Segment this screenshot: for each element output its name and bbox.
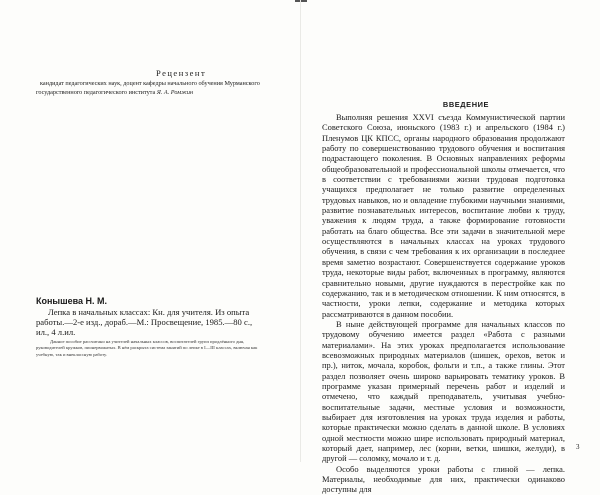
bibliographic-record: Лепка в начальных классах: Кн. для учителя. Из опыта работы.—2-е изд., дораб.—М.: Просвещение, 1985.—80 с., ил., 4 л.ил. bbox=[36, 307, 253, 337]
reviewer-heading: Рецензент bbox=[156, 68, 207, 78]
reviewer-description bbox=[36, 80, 264, 97]
reviewer-position: кандидат педагогических наук, доцент кафедры начального обучения Мурманского государственного педагогического института bbox=[36, 80, 260, 96]
reviewer-name: Я. А. Ромжин bbox=[156, 88, 194, 96]
page-spine bbox=[300, 0, 301, 462]
page-number: 3 bbox=[576, 443, 580, 451]
paragraph: Особо выделяются уроки работы с глиной — лепка. Материалы, необходимые для них, практически одинаково доступны для bbox=[322, 463, 565, 495]
paragraph: Выполняя решения XXVI съезда Коммунистической партии Советского Союза, июньского (1983 г.) и апрельского (1984 г.) Пленумов ЦК КПСС, органы народного образования продолжают работу по совершенствованию трудового обучения и воспитания подрастающего поколения. В Основных направлениях реформы общеобразовательной и профессиональной школы отмечается, что в соответствии с требованиями жизни трудовая подготовка учащихся предполагает не только развитие определенных трудовых навыков, но и овладение глубокими научными знаниями, развитие познавательных интересов, воспитание любви к труду, уважения к людям труда, а также формирование готовности работать на благо общества. Все эти задачи в значительной мере осуществляются в начальных классах на уроках трудового обучения, в связи с чем требования к их организации в последнее время заметно возрастают. Совершенствуется содержание уроков труда, некоторые виды работ, включенных в программу, являются сравнительно новыми, другие нуждаются в перестройке как по содержанию, так и в методическом отношении. К ним относятся, в частности, уроки лепки, содержание и методика которых рассматриваются в данном пособии. bbox=[322, 112, 565, 319]
paragraph: В ныне действующей программе для начальных классов по трудовому обучению имеется раздел «Работа с разными материалами». На этих уроках предполагается использование всевозможных природных материалов (шишек, орехов, веток и пр.), ниток, мочала, коробок, фольги и т.п., а также глины. Этот раздел позволяет очень широко варьировать тематику уроков. В программе указан примерный перечень работ и изделий и отмечено, что каждый преподаватель, учитывая учебно-воспитательные задачи, местные условия и возможности, выбирает для изготовления на уроках труда изделия и работы, которые практически можно сделать в данной школе. В условиях одной местности можно шире использовать природный материал, который дает, например, лес (корни, ветки, шишки, желуди), в другой — соломку, мочало и т. д. bbox=[322, 318, 565, 464]
book-author: Конышева Н. М. bbox=[36, 296, 108, 306]
introduction-body bbox=[322, 112, 565, 495]
introduction-title: ВВЕДЕНИЕ bbox=[442, 100, 490, 109]
scan-edge-mark bbox=[295, 0, 307, 2]
book-annotation: Данное пособие рассчитано на учителей начальных классов, воспитателей групп продлённого дня, руководителей кружков, пионервожатых. В нём раскрыта система занятий по лепке в I—III классах, включая как учебную, так и внеклассную работу. bbox=[36, 339, 258, 357]
